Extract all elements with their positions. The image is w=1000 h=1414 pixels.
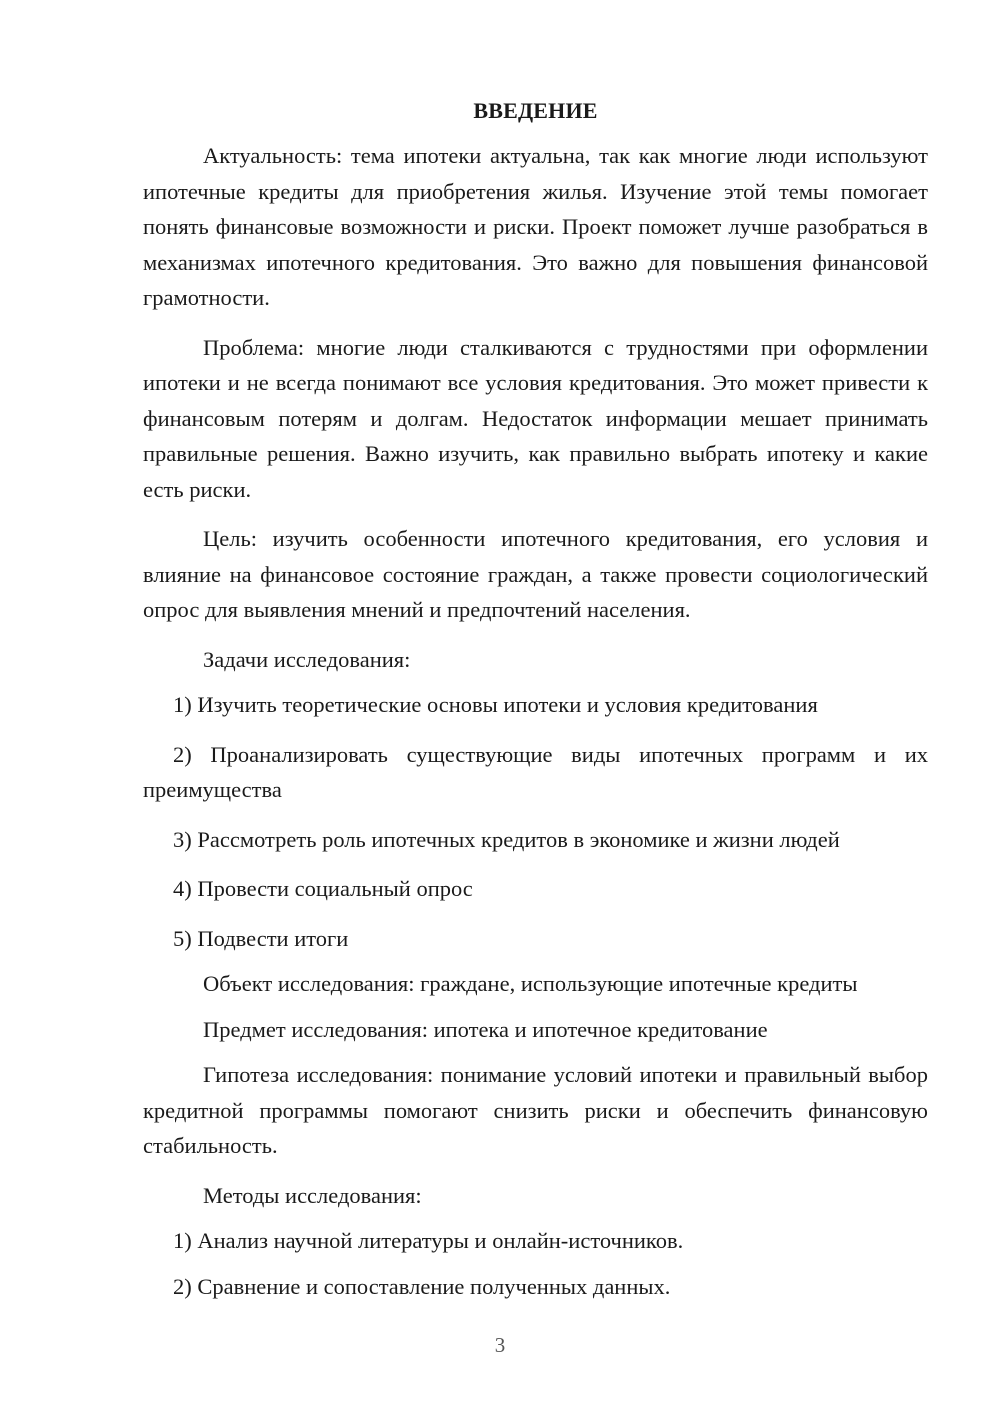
- goal-paragraph: Цель: изучить особенности ипотечного кредитования, его условия и влияние на финансовое состояние граждан, а также провести социологический опрос для выявления мнений и предпочтений населения.: [143, 526, 928, 622]
- task-item: 3) Рассмотреть роль ипотечных кредитов в экономике и жизни людей: [173, 826, 840, 852]
- methods-heading: Методы исследования:: [203, 1182, 422, 1208]
- object-paragraph: Объект исследования: граждане, использующие ипотечные кредиты: [203, 971, 858, 996]
- relevance-paragraph: Актуальность: тема ипотеки актуальна, так как многие люди используют ипотечные кредиты для приобретения жилья. Изучение этой темы помогает понять финансовые возможности и риски. Проект поможет лучше разобраться в механизмах ипотечного кредитования. Это важно для повышения финансовой грамотности.: [143, 143, 928, 310]
- hypothesis-paragraph: Гипотеза исследования: понимание условий ипотеки и правильный выбор кредитной программы помогают снизить риски и обеспечить финансовую стабильность.: [143, 1062, 928, 1158]
- task-item: 2) Проанализировать существующие виды ипотечных программ и их преимущества: [143, 741, 928, 802]
- section-title: ВВЕДЕНИЕ: [473, 98, 598, 123]
- task-item: 4) Провести социальный опрос: [173, 876, 473, 901]
- problem-paragraph: Проблема: многие люди сталкиваются с трудностями при оформлении ипотеки и не всегда понимают все условия кредитования. Это может привести к финансовым потерям и долгам. Недостаток информации мешает принимать правильные решения. Важно изучить, как правильно выбрать ипотеку и какие есть риски.: [143, 334, 928, 502]
- task-item: 5) Подвести итоги: [173, 925, 349, 951]
- tasks-heading: Задачи исследования:: [203, 646, 411, 672]
- subject-paragraph: Предмет исследования: ипотека и ипотечное кредитование: [203, 1016, 768, 1042]
- method-item: 2) Сравнение и сопоставление полученных данных.: [173, 1273, 671, 1299]
- method-item: 1) Анализ научной литературы и онлайн-источников.: [173, 1228, 684, 1253]
- page-number: 3: [494, 1333, 506, 1357]
- task-item: 1) Изучить теоретические основы ипотеки и условия кредитования: [173, 692, 818, 717]
